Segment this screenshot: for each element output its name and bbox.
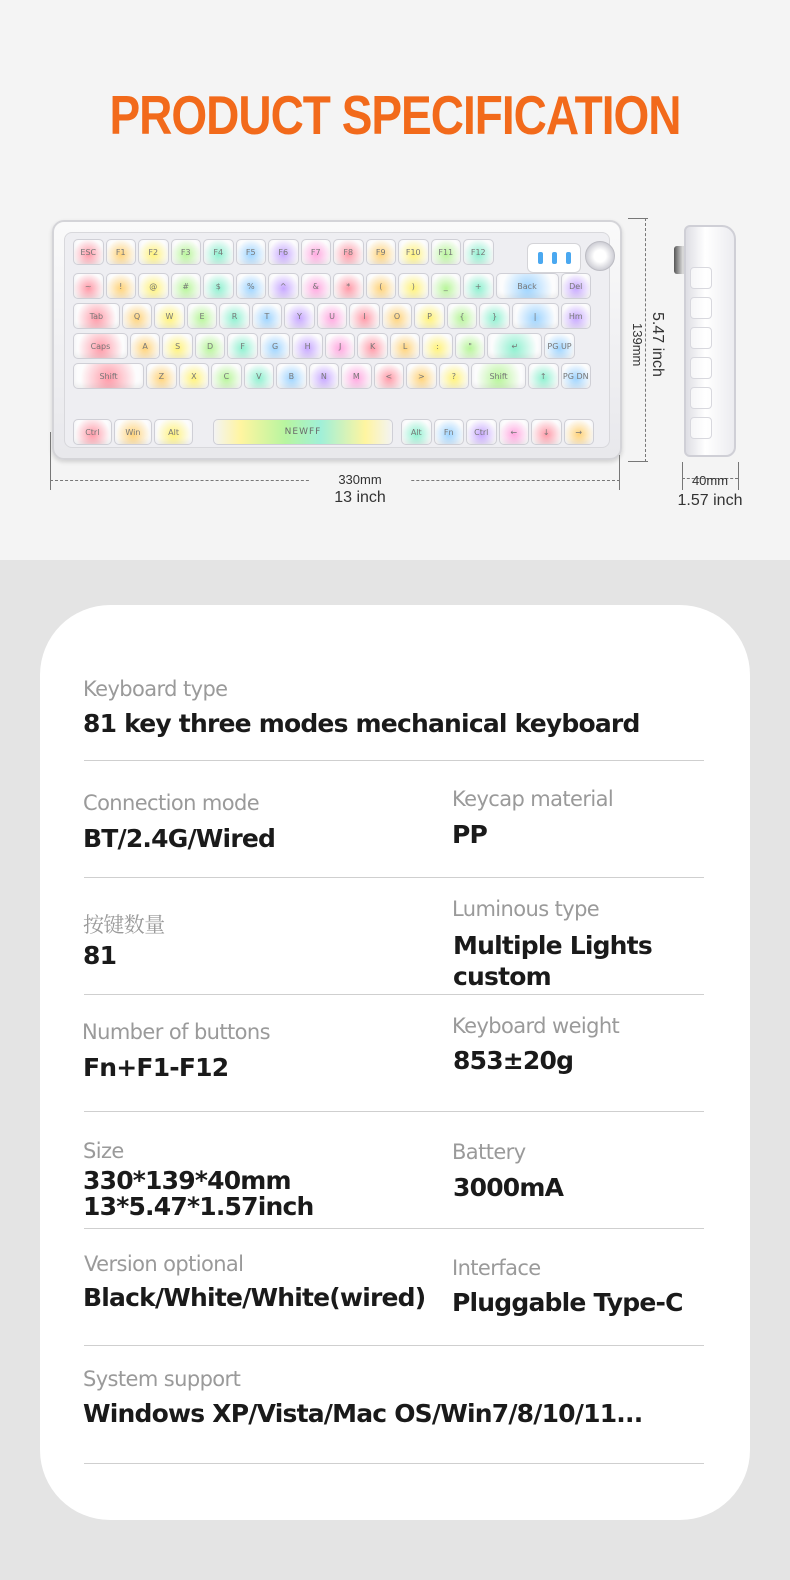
divider xyxy=(84,1228,704,1229)
keycap: Back xyxy=(496,273,559,299)
keycap: E xyxy=(187,303,218,329)
luminous-type-label: Luminous type xyxy=(452,897,600,921)
divider xyxy=(84,1345,704,1346)
keycap: A xyxy=(130,333,161,359)
keycap: F8 xyxy=(333,239,364,265)
keyboard-weight-value: 853±20g xyxy=(453,1046,574,1075)
keyboard-type-value: 81 key three modes mechanical keyboard xyxy=(83,709,640,738)
keycap: K xyxy=(357,333,388,359)
keycap: ! xyxy=(106,273,137,299)
connection-mode-value: BT/2.4G/Wired xyxy=(83,824,276,853)
number-of-buttons-value: Fn+F1-F12 xyxy=(83,1053,229,1082)
depth-mm-label: 40mm xyxy=(691,473,729,488)
keycap: V xyxy=(244,363,275,389)
keyboard-weight-label: Keyboard weight xyxy=(452,1014,620,1038)
keycap: ← xyxy=(499,419,530,445)
key-count-value: 81 xyxy=(83,941,117,970)
keycap: F1 xyxy=(106,239,137,265)
system-support-value: Windows XP/Vista/Mac OS/Win7/8/10/11... xyxy=(83,1399,643,1428)
product-image-section xyxy=(0,0,790,560)
keycap: Win xyxy=(114,419,153,445)
spacebar: NEWFF xyxy=(213,419,393,445)
depth-inch-label: 1.57 inch xyxy=(677,492,743,509)
keycap: G xyxy=(260,333,291,359)
height-tick-bottom xyxy=(628,461,648,462)
keycap: C xyxy=(211,363,242,389)
keycap: J xyxy=(325,333,356,359)
keycap: X xyxy=(179,363,210,389)
height-tick-top xyxy=(628,218,648,219)
width-tick-left xyxy=(50,432,51,490)
interface-value: Pluggable Type-C xyxy=(452,1288,683,1317)
keycap: Del xyxy=(561,273,592,299)
keycap: Q xyxy=(122,303,153,329)
keycap: Shift xyxy=(73,363,144,389)
keycap: ( xyxy=(366,273,397,299)
height-inch-label: 5.47 inch xyxy=(649,312,666,377)
keycap: Ctrl xyxy=(466,419,497,445)
keycap: : xyxy=(422,333,453,359)
keycap: Alt xyxy=(401,419,432,445)
keycap: U xyxy=(317,303,348,329)
keycap: M xyxy=(341,363,372,389)
keycap: F4 xyxy=(203,239,234,265)
keycap: ^ xyxy=(268,273,299,299)
keycap: } xyxy=(479,303,510,329)
keycap: @ xyxy=(138,273,169,299)
keycap: + xyxy=(463,273,494,299)
keycap: F3 xyxy=(171,239,202,265)
number-of-buttons-label: Number of buttons xyxy=(82,1020,270,1044)
keycap-material-value: PP xyxy=(452,820,488,849)
keycap: _ xyxy=(431,273,462,299)
keycap: Alt xyxy=(154,419,193,445)
keycap: % xyxy=(236,273,267,299)
keycap: ? xyxy=(439,363,470,389)
keycap: → xyxy=(564,419,595,445)
keycap: | xyxy=(512,303,559,329)
interface-label: Interface xyxy=(452,1256,541,1280)
width-inch-label: 13 inch xyxy=(334,489,386,506)
luminous-type-value-line2: custom xyxy=(453,962,551,991)
keycap: > xyxy=(406,363,437,389)
battery-label: Battery xyxy=(452,1140,526,1164)
keycap: Y xyxy=(284,303,315,329)
keycap: " xyxy=(455,333,486,359)
width-tick-right xyxy=(619,455,620,490)
width-mm-label: 330mm xyxy=(310,472,410,487)
keycap: F xyxy=(227,333,258,359)
divider xyxy=(84,760,704,761)
size-value-line1: 330*139*40mm xyxy=(83,1166,291,1195)
keycap: * xyxy=(333,273,364,299)
keycap: { xyxy=(447,303,478,329)
keyboard-illustration xyxy=(52,220,622,460)
keycap: PG DN xyxy=(561,363,592,389)
keyboard-plate xyxy=(64,232,610,448)
keyboard-type-label: Keyboard type xyxy=(83,677,228,701)
divider xyxy=(84,994,704,995)
keycap: # xyxy=(171,273,202,299)
luminous-type-value-line1: Multiple Lights xyxy=(453,931,652,960)
size-label: Size xyxy=(83,1139,124,1163)
keycap: F5 xyxy=(236,239,267,265)
keycap: ~ xyxy=(73,273,104,299)
keycap: F11 xyxy=(431,239,462,265)
divider xyxy=(84,1111,704,1112)
keycap: Ctrl xyxy=(73,419,112,445)
keycap: O xyxy=(382,303,413,329)
keycap: H xyxy=(292,333,323,359)
keycap-material-label: Keycap material xyxy=(452,787,614,811)
keycap: F6 xyxy=(268,239,299,265)
keycap: F12 xyxy=(463,239,494,265)
keycap: Shift xyxy=(471,363,526,389)
height-dimension-line xyxy=(645,218,646,462)
keycap: < xyxy=(374,363,405,389)
keycap: Caps xyxy=(73,333,128,359)
keycap: $ xyxy=(203,273,234,299)
version-optional-value: Black/White/White(wired) xyxy=(83,1283,426,1312)
keycap: R xyxy=(219,303,250,329)
keycap: F7 xyxy=(301,239,332,265)
keycap: N xyxy=(309,363,340,389)
keycap: PG UP xyxy=(544,333,575,359)
version-optional-label: Version optional xyxy=(84,1252,244,1276)
keycap: P xyxy=(414,303,445,329)
system-support-label: System support xyxy=(83,1367,241,1391)
keycap: ↑ xyxy=(528,363,559,389)
keycap: Z xyxy=(146,363,177,389)
keycap: I xyxy=(349,303,380,329)
divider xyxy=(84,1463,704,1464)
keycap: ) xyxy=(398,273,429,299)
keycap: ↵ xyxy=(487,333,542,359)
spec-card xyxy=(40,605,750,1520)
keycap: Tab xyxy=(73,303,120,329)
keycap: Fn xyxy=(434,419,465,445)
page-title: PRODUCT SPECIFICATION xyxy=(109,84,681,146)
keycap: Hm xyxy=(561,303,592,329)
keycap: F10 xyxy=(398,239,429,265)
size-value-line2: 13*5.47*1.57inch xyxy=(83,1192,314,1221)
battery-indicator xyxy=(527,243,581,273)
keycap: W xyxy=(154,303,185,329)
keycap: B xyxy=(276,363,307,389)
volume-knob-icon xyxy=(585,241,615,271)
keycap: L xyxy=(390,333,421,359)
battery-value: 3000mA xyxy=(453,1173,564,1202)
keycap: F9 xyxy=(366,239,397,265)
keycap: D xyxy=(195,333,226,359)
height-mm-label: 139mm xyxy=(630,323,645,367)
divider xyxy=(84,877,704,878)
keycap: ↓ xyxy=(531,419,562,445)
keycap: T xyxy=(252,303,283,329)
keycap: & xyxy=(301,273,332,299)
keyboard-side-view xyxy=(684,225,736,457)
connection-mode-label: Connection mode xyxy=(83,791,260,815)
keycap: F2 xyxy=(138,239,169,265)
keycap: S xyxy=(162,333,193,359)
key-count-label: 按键数量 xyxy=(83,913,165,937)
keycap: ESC xyxy=(73,239,104,265)
